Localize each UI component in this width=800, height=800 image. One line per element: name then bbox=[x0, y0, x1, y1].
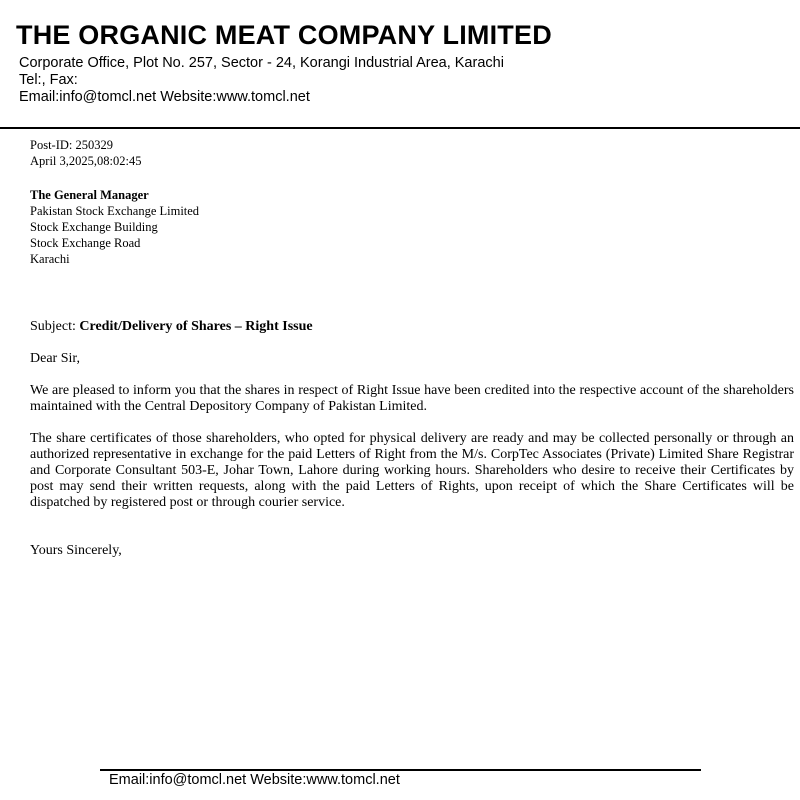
body-paragraph: We are pleased to inform you that the shares in respect of Right Issue have been credited into the respective account of the shareholders maintained with the Central Depository Company of Pakistan Limited. bbox=[30, 383, 794, 414]
company-name: THE ORGANIC MEAT COMPANY LIMITED bbox=[16, 20, 552, 50]
company-contact: Email:info@tomcl.net Website:www.tomcl.net bbox=[19, 89, 310, 105]
recipient-line: Karachi bbox=[30, 252, 70, 266]
subject-label: Subject: bbox=[30, 319, 80, 334]
recipient-title: The General Manager bbox=[30, 188, 149, 202]
subject-line bbox=[30, 319, 313, 335]
closing: Yours Sincerely, bbox=[30, 543, 122, 558]
footer-contact: Email:info@tomcl.net Website:www.tomcl.net bbox=[109, 772, 400, 788]
recipient-line: Stock Exchange Road bbox=[30, 236, 141, 250]
subject-text: Credit/Delivery of Shares – Right Issue bbox=[79, 319, 313, 334]
post-id: Post-ID: 250329 bbox=[30, 138, 113, 152]
footer-divider bbox=[100, 769, 701, 771]
recipient-line: Pakistan Stock Exchange Limited bbox=[30, 204, 200, 218]
header-divider bbox=[0, 127, 800, 129]
company-phone-fax: Tel:, Fax: bbox=[19, 72, 78, 88]
post-datetime: April 3,2025,08:02:45 bbox=[30, 154, 142, 168]
salutation: Dear Sir, bbox=[30, 351, 80, 366]
company-address: Corporate Office, Plot No. 257, Sector - 24, Korangi Industrial Area, Karachi bbox=[19, 55, 504, 71]
body-paragraph: The share certificates of those shareholders, who opted for physical delivery are ready and may be collected personally or through an authorized representative in exchange for the paid Letters of Right from the M/s. CorpTec Associates (Private) Limited Share Registrar and Corporate Consultant 503-E, Johar Town, Lahore during working hours. Shareholders who desire to receive their Certificates by post may send their written requests, along with the paid Letters of Rights, upon receipt of which the Share Certificates will be dispatched by registered post or through courier service. bbox=[30, 431, 794, 510]
recipient-line: Stock Exchange Building bbox=[30, 220, 158, 234]
